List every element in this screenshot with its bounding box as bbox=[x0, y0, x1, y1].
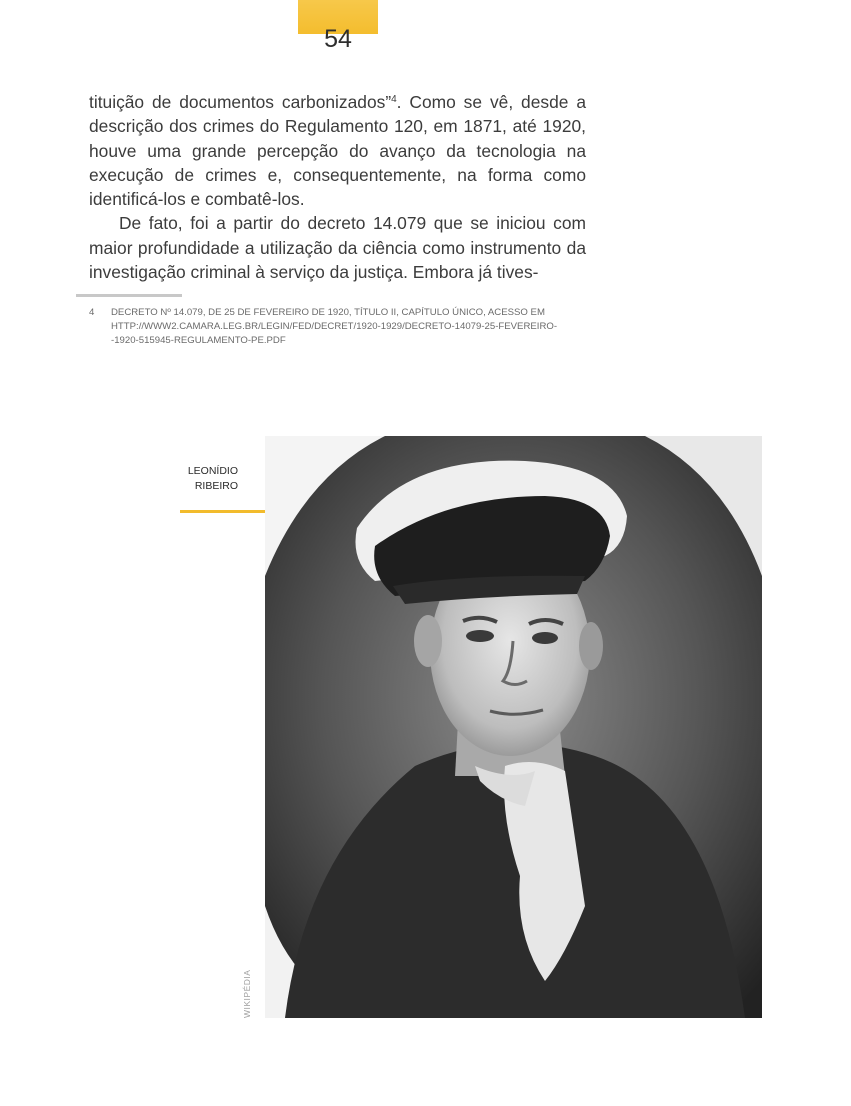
paragraph-1-rest: . Como se vê, desde a descrição dos crimes do Regulamento 120, em 1871, até 1920, houve uma grande percepção do avanço da tecnologia na execução de crimes e, consequentemente, na forma como identificá-los e combatê-los. bbox=[89, 92, 586, 210]
paragraph-2: De fato, foi a partir do decreto 14.079 que se iniciou com maior profundidade a utilização da ciência como instrumento da investigação criminal à serviço da justiça. Embora já tives- bbox=[89, 213, 586, 283]
footnote-number: 4 bbox=[89, 307, 95, 318]
paragraph-1-start: tituição de documentos carbonizados” bbox=[89, 92, 392, 112]
portrait-image bbox=[265, 436, 762, 1018]
figure-caption bbox=[170, 464, 238, 494]
caption-line-2: RIBEIRO bbox=[194, 480, 238, 492]
footnote-text: DECRETO Nº 14.079, DE 25 DE FEVEREIRO DE 1920, TÍTULO II, CAPÍTULO ÚNICO, ACESSO EM HTTP://WWW2.CAMARA.LEG.BR/LEGIN/FED/DECRET/1920-1929/DECRETO-14079-25-FEVEREIRO--1920-515945-REGULAMENTO-PE.PDF bbox=[111, 307, 558, 346]
photo-credit: WIKIPÉDIA bbox=[242, 969, 252, 1018]
footnote bbox=[89, 306, 569, 348]
body-text bbox=[89, 90, 586, 284]
page-number: 54 bbox=[324, 25, 352, 53]
caption-line-1: LEONÍDIO bbox=[187, 465, 238, 477]
paragraph-1 bbox=[89, 90, 586, 211]
footnote-reference[interactable]: 4 bbox=[391, 94, 397, 105]
footnote-divider bbox=[76, 294, 182, 297]
portrait-photo bbox=[265, 436, 762, 1018]
